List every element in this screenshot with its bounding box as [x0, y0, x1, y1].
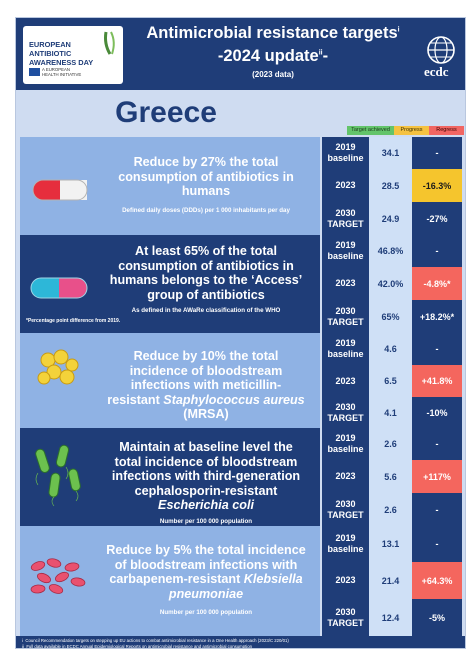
year-text: 2023: [335, 180, 356, 190]
value-cell: 12.4: [369, 599, 412, 636]
legend-progress: Progress: [394, 126, 429, 135]
year-cell: [322, 169, 369, 202]
page-subtitle: [128, 47, 418, 66]
year-text: 2030: [335, 207, 356, 218]
change-cell: -5%: [412, 599, 462, 636]
change-cell-regress: +64.3%: [412, 562, 462, 599]
year-text: 2019: [335, 142, 356, 152]
target-title-text: Reduce by 10% the total incidence of bloodstream infections with meticillin-resistant: [107, 349, 283, 407]
year-cell: [322, 428, 369, 460]
eu-flag-icon: [29, 68, 40, 76]
staphylococcus-icon: [34, 348, 82, 388]
percentage-point-footnote: *Percentage point difference from 2019.: [26, 318, 121, 324]
country-title: Greece: [115, 96, 217, 129]
target-title: Reduce by 27% the total consumption of antibiotics in humans: [118, 155, 294, 198]
value-cell: 21.4: [369, 562, 412, 599]
title-line-1: Antimicrobial resistance targets: [146, 24, 398, 42]
title-line-2-end: -: [322, 47, 329, 65]
year-text: 2019: [335, 433, 356, 443]
target-unit: As defined in the AWaRe classification of the WHO: [131, 307, 281, 314]
infographic-page: [15, 17, 466, 649]
change-cell: +18.2%*: [412, 300, 462, 333]
footnote-ii: [22, 644, 252, 649]
target-unit: Number per 100 000 population: [159, 517, 253, 525]
legend-target-achieved: Target achieved: [347, 126, 394, 135]
year-cell: [322, 562, 369, 599]
year-label: baseline: [327, 444, 364, 454]
header-banner: [16, 18, 466, 90]
year-cell: [322, 493, 369, 526]
value-cell: 28.5: [369, 169, 412, 202]
eaad-logo: [23, 26, 123, 84]
klebsiella-bacteria-icon: [28, 556, 88, 596]
logo-text-line: ANTIBIOTIC: [29, 49, 72, 58]
change-cell: -10%: [412, 397, 462, 428]
logo-subtext: HEALTH INITIATIVE: [42, 72, 82, 77]
value-cell: 4.1: [369, 397, 412, 428]
year-text: 2023: [335, 471, 356, 481]
data-year: (2023 data): [252, 70, 294, 79]
year-text: 2030: [335, 305, 356, 316]
change-cell: -: [412, 333, 462, 365]
change-cell-regress: -4.8%*: [412, 267, 462, 300]
year-cell: [322, 397, 369, 428]
year-label: TARGET: [327, 218, 364, 229]
year-cell: [322, 235, 369, 267]
pill-icon: [30, 276, 88, 300]
change-cell-regress: +41.8%: [412, 365, 462, 397]
value-cell: 5.6: [369, 460, 412, 493]
year-label: baseline: [327, 153, 364, 163]
footer-notes: [16, 636, 466, 649]
change-cell: -: [412, 526, 462, 562]
year-label: TARGET: [327, 617, 364, 628]
year-text: 2030: [335, 606, 356, 617]
change-cell-regress: +117%: [412, 460, 462, 493]
value-cell: 6.5: [369, 365, 412, 397]
target-title: [106, 440, 306, 513]
logo-text-line: AWARENESS DAY: [29, 58, 94, 67]
title-line-2: -2024 update: [217, 47, 319, 65]
value-cell: 4.6: [369, 333, 412, 365]
title-footnote-marker: i: [397, 26, 400, 34]
target-title-text: Maintain at baseline level the total incidence of bloodstream infections with third-generation cephalosporin-resistant: [111, 440, 301, 498]
year-cell: [322, 267, 369, 300]
year-cell: [322, 300, 369, 333]
target-title-text: (MRSA): [183, 407, 229, 421]
change-cell: -: [412, 137, 462, 169]
value-cell: 2.6: [369, 428, 412, 460]
organism-name: Staphylococcus aureus: [163, 392, 305, 407]
year-text: 2023: [335, 575, 356, 585]
logo-subtext: A EUROPEAN: [42, 67, 70, 72]
change-cell: -: [412, 235, 462, 267]
year-label: baseline: [327, 251, 364, 261]
year-cell: [322, 526, 369, 562]
target-title: [106, 543, 306, 601]
target-title-text: Reduce by 5% the total incidence of bloodstream infections with carbapenem-resistant: [106, 543, 306, 586]
target-title: At least 65% of the total consumption of antibiotics in humans belongs to the ‘Access’ group of antibiotics: [109, 244, 303, 302]
logo-text-line: EUROPEAN: [29, 40, 71, 49]
year-cell: [322, 333, 369, 365]
year-cell: [322, 202, 369, 235]
footnote-text: Full data available in ECDC Annual Epidemiological Reports on antimicrobial resistance and antimicrobial consumption: [26, 644, 253, 649]
year-text: 2019: [335, 338, 356, 348]
change-cell-progress: -16.3%: [412, 169, 462, 202]
footnote-text: Council Recommendation targets on stepping up EU actions to combat antimicrobial resistance in a One Health approach (2023/C 220/01): [25, 638, 289, 643]
legend-regress: Regress: [429, 126, 464, 135]
change-cell: -: [412, 493, 462, 526]
year-text: 2030: [335, 401, 356, 412]
capsule-logo-icon: [102, 30, 118, 56]
organism-name: Escherichia coli: [158, 498, 254, 512]
title-footnote-marker: ii: [318, 49, 323, 57]
ecdc-logo-text: ecdc: [424, 64, 449, 79]
target-unit: Number per 100 000 population: [159, 609, 253, 616]
target-title: [106, 349, 306, 422]
year-label: TARGET: [327, 316, 364, 327]
change-cell: -27%: [412, 202, 462, 235]
value-cell: 2.6: [369, 493, 412, 526]
year-label: baseline: [327, 544, 364, 554]
value-cell: 13.1: [369, 526, 412, 562]
footnote-marker: ii: [22, 644, 24, 649]
value-cell: 24.9: [369, 202, 412, 235]
change-cell: -: [412, 428, 462, 460]
footnote-marker: i: [22, 638, 23, 643]
value-cell: 46.8%: [369, 235, 412, 267]
year-cell: [322, 599, 369, 636]
year-label: TARGET: [327, 412, 364, 423]
year-cell: [322, 365, 369, 397]
footnote-i: [22, 638, 289, 643]
organism-name: Klebsiella pneumoniae: [168, 572, 303, 601]
year-label: baseline: [327, 349, 364, 359]
year-text: 2019: [335, 533, 356, 543]
page-title: [128, 24, 418, 43]
year-text: 2023: [335, 278, 356, 288]
e-coli-bacteria-icon: [32, 443, 88, 507]
year-text: 2030: [335, 498, 356, 509]
year-cell: [322, 460, 369, 493]
target-unit: Defined daily doses (DDDs) per 1 000 inhabitants per day: [122, 206, 290, 214]
value-cell: 42.0%: [369, 267, 412, 300]
value-cell: 65%: [369, 300, 412, 333]
year-cell: [322, 137, 369, 169]
value-cell: 34.1: [369, 137, 412, 169]
pill-icon: [32, 178, 88, 202]
year-label: TARGET: [327, 509, 364, 520]
year-text: 2023: [335, 375, 356, 386]
year-text: 2019: [335, 240, 356, 250]
